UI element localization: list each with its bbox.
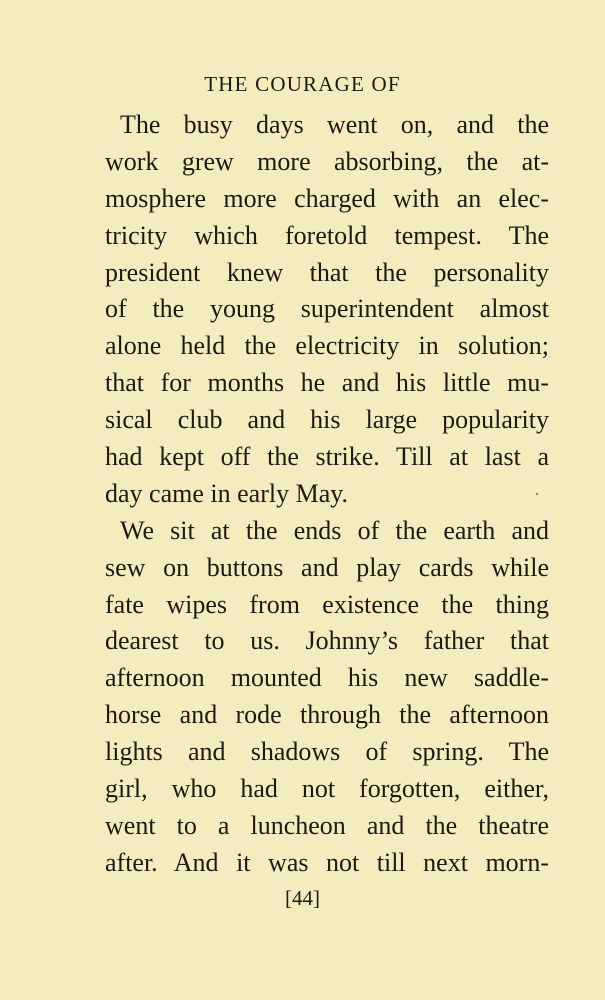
- text-line: The busy days went on, and the: [120, 110, 549, 139]
- text-line: dearest to us. Johnny’s father that: [105, 626, 549, 656]
- text-line: lights and shadows of spring. The: [105, 737, 549, 767]
- text-line: tricity which foretold tempest. The: [105, 220, 549, 250]
- text-line: that for months he and his little mu-: [105, 368, 549, 398]
- text-line: work grew more absorbing, the at-: [105, 146, 549, 176]
- text-line: day came in early May.: [105, 478, 349, 508]
- text-line: sical club and his large popularity: [105, 405, 549, 435]
- body-text: [105, 107, 549, 882]
- paragraph-2: [105, 513, 549, 882]
- text-line: fate wipes from existence the thing: [105, 589, 549, 619]
- text-line: after. And it was not till next morn-: [105, 847, 549, 877]
- paper-speck: [536, 493, 538, 495]
- text-line: mosphere more charged with an elec-: [105, 183, 549, 213]
- text-line: president knew that the personality: [105, 257, 549, 287]
- page-number: [44]: [285, 886, 320, 910]
- running-head: THE COURAGE OF: [204, 72, 401, 96]
- text-line: of the young superintendent almost: [105, 294, 549, 324]
- text-line: sew on buttons and play cards while: [105, 552, 549, 582]
- text-line: went to a luncheon and the theatre: [105, 810, 549, 840]
- text-line: We sit at the ends of the earth and: [120, 515, 549, 545]
- text-line: horse and rode through the afternoon: [105, 700, 549, 730]
- text-line: girl, who had not forgotten, either,: [105, 774, 549, 804]
- paragraph-1: [105, 107, 549, 513]
- text-line: had kept off the strike. Till at last a: [105, 442, 549, 472]
- text-line: afternoon mounted his new saddle-: [105, 663, 549, 693]
- text-line: alone held the electricity in solution;: [105, 331, 549, 361]
